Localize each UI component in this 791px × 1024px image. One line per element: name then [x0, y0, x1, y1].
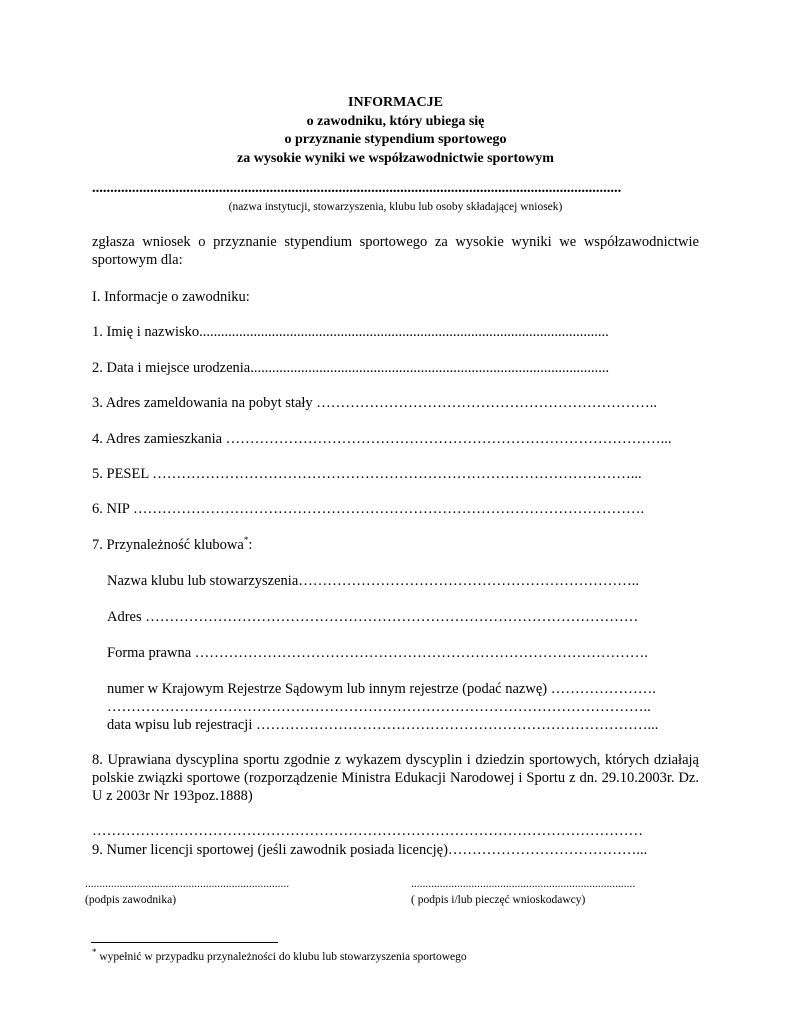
- footnote: [92, 947, 467, 964]
- field-license[interactable]: 9. Numer licencji sportowej (jeśli zawodnik posiada licencję)…………………………………...: [92, 842, 648, 858]
- club-membership-heading: [92, 536, 252, 554]
- field-club-name[interactable]: Nazwa klubu lub stowarzyszenia……………………………………………………………..: [107, 573, 640, 589]
- footnote-marker: *: [243, 535, 249, 546]
- field-residence-address[interactable]: 4. Adres zamieszkania ………………………………………………………………………………...: [92, 431, 672, 447]
- field-register-number[interactable]: numer w Krajowym Rejestrze Sądowym lub innym rejestrze (podać nazwę) ………………….: [107, 681, 656, 697]
- footnote-separator: [91, 942, 278, 943]
- section-heading: I. Informacje o zawodniku:: [92, 289, 250, 305]
- title-line-4: za wysokie wyniki we współzawodnictwie sportowym: [237, 151, 554, 166]
- signature-applicant-caption: ( podpis i/lub pieczęć wnioskodawcy): [411, 894, 586, 906]
- club-membership-label: 7. Przynależność klubowa: [92, 537, 244, 553]
- footnote-text: wypełnić w przypadku przynależności do klubu lub stowarzyszenia sportowego: [99, 951, 467, 963]
- field-club-address[interactable]: Adres …………………………………………………………………………………………: [107, 609, 639, 625]
- institution-caption: (nazwa instytucji, stowarzyszenia, klubu lub osoby składającej wniosek): [228, 201, 563, 213]
- signature-athlete-line[interactable]: .......................................................................: [85, 878, 290, 890]
- signature-athlete-caption: (podpis zawodnika): [85, 894, 177, 906]
- footnote-marker-bottom: *: [92, 947, 97, 958]
- field-name[interactable]: 1. Imię i nazwisko.................................................................................................................: [92, 324, 609, 340]
- intro-paragraph: zgłasza wniosek o przyznanie stypendium sportowego za wysokie wyniki we współzawodnictwie sportowym dla:: [92, 234, 699, 268]
- field-pesel[interactable]: 5. PESEL ………………………………………………………………………………………...: [92, 466, 642, 482]
- field-registered-address[interactable]: 3. Adres zameldowania na pobyt stały ……………………………………………………………..: [92, 395, 658, 411]
- field-discipline[interactable]: ……………………………………………………………………………………………………: [92, 823, 643, 839]
- institution-dotted-line: ..................................................................................................................................................: [92, 180, 622, 196]
- title-line-1: INFORMACJE: [348, 95, 443, 110]
- signature-applicant-line[interactable]: ..............................................................................: [411, 878, 636, 890]
- field-birth[interactable]: 2. Data i miejsce urodzenia...................................................................................................: [92, 360, 610, 376]
- field-register-number-continued[interactable]: …………………………………………………………………………………………………..: [107, 699, 651, 715]
- field-legal-form[interactable]: Forma prawna ………………………………………………………………………………….: [107, 645, 648, 661]
- title-line-3: o przyznanie stypendium sportowego: [284, 132, 507, 147]
- discipline-paragraph: 8. Uprawiana dyscyplina sportu zgodnie z wykazem dyscyplin i dziedzin sportowych, których działają polskie związki sportowe (rozporządzenie Ministra Edukacji Narodowej i Sportu z dn. 29.10.2003r. Dz. U z 2003r Nr 193poz.1888): [92, 752, 699, 804]
- club-membership-colon: :: [248, 537, 253, 553]
- field-registration-date[interactable]: data wpisu lub rejestracji ………………………………………………………………………...: [107, 717, 659, 733]
- field-nip[interactable]: 6. NIP …………………………………………………………………………………………….: [92, 501, 645, 517]
- title-line-2: o zawodniku, który ubiega się: [306, 114, 485, 129]
